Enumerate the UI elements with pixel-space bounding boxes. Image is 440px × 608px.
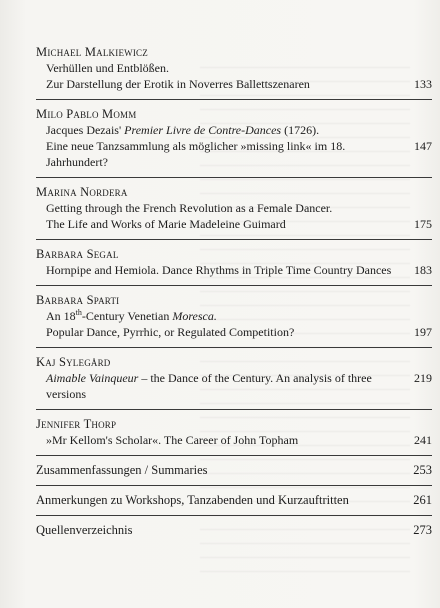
italic-title: Aimable Vainqueur (46, 371, 139, 385)
toc-entry (36, 246, 432, 286)
italic-title: Moresca. (172, 309, 217, 323)
page-number: 261 (413, 493, 432, 507)
entry-author: Kaj Sylegård (36, 355, 111, 369)
page-number: 273 (413, 523, 432, 537)
section-line (36, 492, 432, 508)
italic-title: Premier Livre de Contre-Dances (124, 123, 282, 137)
entry-line (36, 324, 432, 340)
toc-entry (36, 416, 432, 456)
section-title: Zusammenfassungen / Summaries (36, 463, 208, 477)
entry-title: Hornpipe and Hemiola. Dance Rhythms in Triple Time Country Dances (46, 263, 392, 277)
entry-title: The Life and Works of Marie Madeleine Guimard (46, 217, 286, 231)
section-title: Quellenverzeichnis (36, 523, 133, 537)
page-number: 241 (414, 433, 432, 447)
page-number: 133 (414, 77, 432, 91)
entry-author: Michael Malkiewicz (36, 45, 148, 59)
entry-title: Eine neue Tanzsammlung als möglicher »missing link« im 18. Jahrhundert? (46, 139, 346, 169)
entry-line (36, 60, 432, 76)
toc-entry (36, 184, 432, 240)
section-title: Anmerkungen zu Workshops, Tanzabenden und Kurzauftritten (36, 493, 349, 507)
entry-title: Getting through the French Revolution as a Female Dancer. (46, 201, 333, 215)
toc-section (36, 522, 432, 545)
entry-line (36, 308, 432, 324)
page-number: 147 (414, 139, 432, 153)
entry-title: An 18th-Century Venetian Moresca. (46, 308, 217, 323)
entry-author: Jennifer Thorp (36, 417, 117, 431)
entry-author: Marina Nordera (36, 185, 128, 199)
entry-author: Barbara Segal (36, 247, 119, 261)
entry-line (36, 200, 432, 216)
entry-line (36, 76, 432, 92)
entry-line (36, 370, 432, 402)
toc-entry (36, 354, 432, 410)
toc-section (36, 492, 432, 516)
page-number: 175 (414, 217, 432, 231)
table-of-contents (36, 44, 432, 551)
page-number: 219 (414, 371, 432, 385)
entry-line (36, 122, 432, 138)
toc-entry (36, 44, 432, 100)
entry-line (36, 216, 432, 232)
toc-section (36, 462, 432, 486)
entry-line (36, 432, 432, 448)
entry-line (36, 262, 432, 278)
section-line (36, 462, 432, 478)
entry-title: Verhüllen und Entblößen. (46, 61, 169, 75)
entry-author: Milo Pablo Momm (36, 107, 137, 121)
entry-title: »Mr Kellom's Scholar«. The Career of John Topham (46, 433, 299, 447)
toc-entry (36, 106, 432, 178)
entry-title: Popular Dance, Pyrrhic, or Regulated Competition? (46, 325, 295, 339)
entry-title: Zur Darstellung der Erotik in Noverres Ballettszenaren (46, 77, 310, 91)
page-number: 253 (413, 463, 432, 477)
entry-title: Aimable Vainqueur – the Dance of the Century. An analysis of three versions (46, 371, 372, 401)
page-number: 183 (414, 263, 432, 277)
entry-author: Barbara Sparti (36, 293, 120, 307)
entry-title: Jacques Dezais' Premier Livre de Contre-Dances (1726). (46, 123, 320, 137)
toc-entry (36, 292, 432, 348)
section-line (36, 522, 432, 538)
page-number: 197 (414, 325, 432, 339)
entry-line (36, 138, 432, 170)
